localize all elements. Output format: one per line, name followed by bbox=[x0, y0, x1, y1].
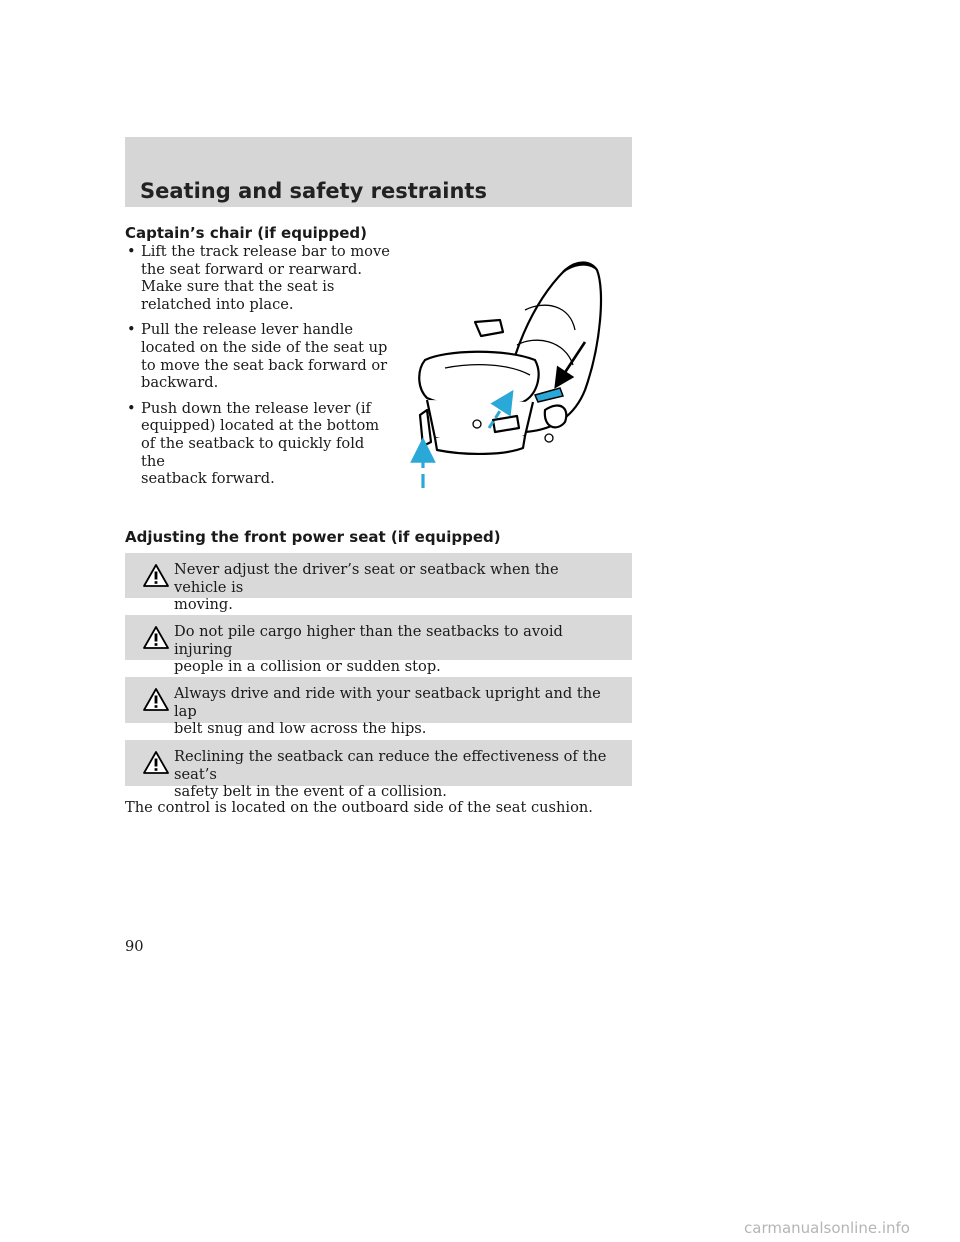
warning-box bbox=[125, 615, 632, 676]
captains-chair-heading: Captain’s chair (if equipped) bbox=[125, 224, 367, 242]
bullet-icon: • bbox=[127, 399, 136, 417]
warning-box bbox=[125, 740, 632, 801]
captains-chair-illustration bbox=[405, 250, 630, 500]
bullet-icon: • bbox=[127, 321, 136, 339]
bullet-item bbox=[125, 243, 390, 313]
bullet-line: Push down the release lever (if bbox=[141, 399, 371, 417]
bullet-icon: • bbox=[127, 243, 136, 260]
warning-triangle-icon bbox=[142, 687, 170, 712]
bullet-line: seatback forward. bbox=[141, 470, 275, 488]
bullet-line: the seat forward or rearward. bbox=[141, 260, 363, 278]
bullet-line: Make sure that the seat is bbox=[141, 278, 335, 296]
warning-triangle-icon bbox=[142, 625, 170, 650]
bullet-line: equipped) located at the bottom bbox=[141, 417, 380, 435]
warning-text bbox=[174, 685, 614, 738]
warning-box bbox=[125, 677, 632, 738]
warning-text bbox=[174, 561, 614, 614]
warning-line: belt snug and low across the hips. bbox=[174, 720, 427, 738]
bullet-item bbox=[125, 321, 390, 391]
bullet-line: to move the seat back forward or bbox=[141, 356, 388, 374]
warning-line: Do not pile cargo higher than the seatbacks to avoid injuring bbox=[174, 623, 563, 658]
section-title: Seating and safety restraints bbox=[140, 179, 487, 203]
warning-triangle-icon bbox=[142, 563, 170, 588]
control-location-text: The control is located on the outboard side of the seat cushion. bbox=[125, 799, 593, 816]
warning-text bbox=[174, 748, 614, 801]
bullet-line: relatched into place. bbox=[141, 295, 294, 313]
bullet-line: located on the side of the seat up bbox=[141, 338, 388, 356]
warning-line: moving. bbox=[174, 596, 233, 614]
warning-text bbox=[174, 623, 614, 676]
warning-line: Always drive and ride with your seatback upright and the lap bbox=[174, 685, 601, 720]
bullet-line: Pull the release lever handle bbox=[141, 321, 354, 339]
bullet-line: of the seatback to quickly fold the bbox=[141, 434, 365, 470]
watermark: carmanualsonline.info bbox=[744, 1219, 910, 1237]
bullet-line: backward. bbox=[141, 374, 219, 392]
warning-line: Reclining the seatback can reduce the effectiveness of the seat’s bbox=[174, 748, 607, 783]
warning-triangle-icon bbox=[142, 750, 170, 775]
warning-box bbox=[125, 553, 632, 614]
power-seat-heading: Adjusting the front power seat (if equipped) bbox=[125, 528, 501, 546]
warning-line: Never adjust the driver’s seat or seatback when the vehicle is bbox=[174, 561, 559, 596]
warning-line: safety belt in the event of a collision. bbox=[174, 783, 447, 801]
page-number: 90 bbox=[125, 938, 144, 955]
warning-line: people in a collision or sudden stop. bbox=[174, 658, 441, 676]
bullet-item bbox=[125, 400, 390, 488]
bullet-line: Lift the track release bar to move bbox=[141, 243, 390, 260]
captains-chair-bullet-list bbox=[125, 243, 390, 496]
